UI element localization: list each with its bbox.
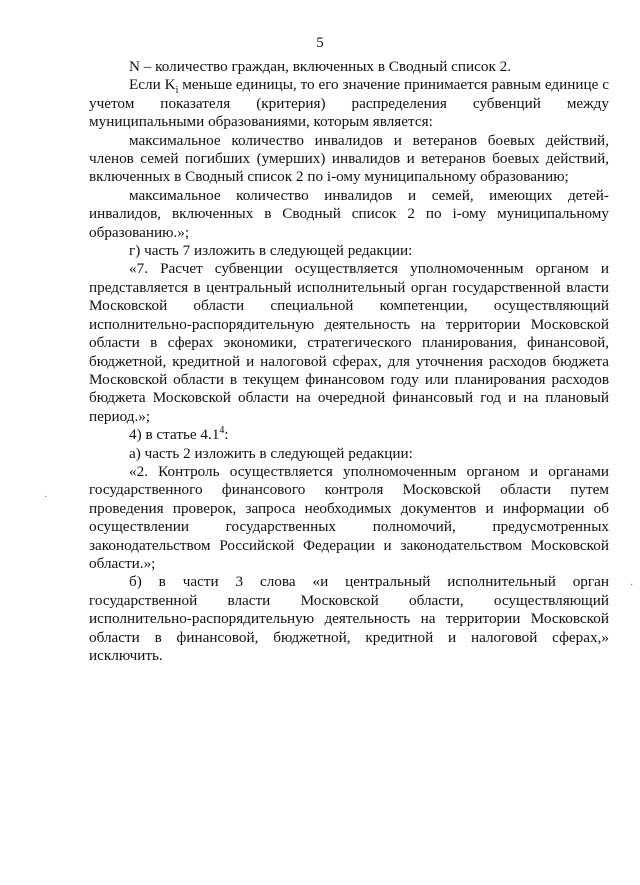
paragraph-ki-condition: Если $K_i$ меньше единицы, то его значение принимается равным единице с учетом показателя (критерия) распределения субвенций между муниципальными образованиями, которым является:: [89, 76, 609, 131]
paragraph-criterion-disabled: максимальное количество инвалидов и семей, имеющих детей-инвалидов, включенных в Сводный список 2 по i-ому муниципальному образованию.»;: [89, 186, 609, 241]
paragraph-part7-heading: г) часть 7 изложить в следующей редакции:: [129, 242, 413, 260]
paragraph-n-definition: N – количество граждан, включенных в Сводный список 2.: [129, 58, 512, 75]
scan-artifact-dot: ·: [630, 580, 634, 591]
paragraph-part7-text: «7. Расчет субвенции осуществляется уполномоченным органом и представляется в центральный исполнительный орган государственной власти Московской области специальной компетенции, осуществляющий исполнительно-распорядительную деятельность на территории Московской области в сферах экономики, стратегического планирования, финансовой, бюджетной, кредитной и налоговой сферах, для уточнения расходов бюджета Московской области в текущем финансовом году или планирования расходов бюджета Московской области на очередной финансовый год и на плановый период.»;: [89, 260, 609, 425]
scan-artifact-dot: ·: [44, 492, 48, 503]
page-number: 5: [316, 35, 324, 51]
paragraph-part3-exclusion: б) в части 3 слова «и центральный исполнительный орган государственной власти Московской области, осуществляющий исполнительно-распорядительную деятельность на территории Московской области в финансовой, бюджетной, кредитной и налоговой сферах,» исключить.: [89, 573, 609, 664]
paragraph-part2-text: «2. Контроль осуществляется уполномоченным органом и органами государственного финансового контроля Московской области путем проведения проверок, запроса необходимых документов и информации об осуществлении государственных полномочий, предусмотренных законодательством Российской Федерации и законодательством Московской области.»;: [89, 462, 609, 572]
document-body: [89, 58, 609, 665]
paragraph-criterion-veterans: максимальное количество инвалидов и ветеранов боевых действий, членов семей погибших (умерших) инвалидов и ветеранов боевых действий, включенных в Сводный список 2 по i-ому муниципальному образованию;: [89, 131, 609, 186]
paragraph-part2-heading: а) часть 2 изложить в следующей редакции:: [129, 444, 413, 462]
paragraph-article-4-1-4: 4) в статье $4.1^4$:: [129, 425, 229, 444]
